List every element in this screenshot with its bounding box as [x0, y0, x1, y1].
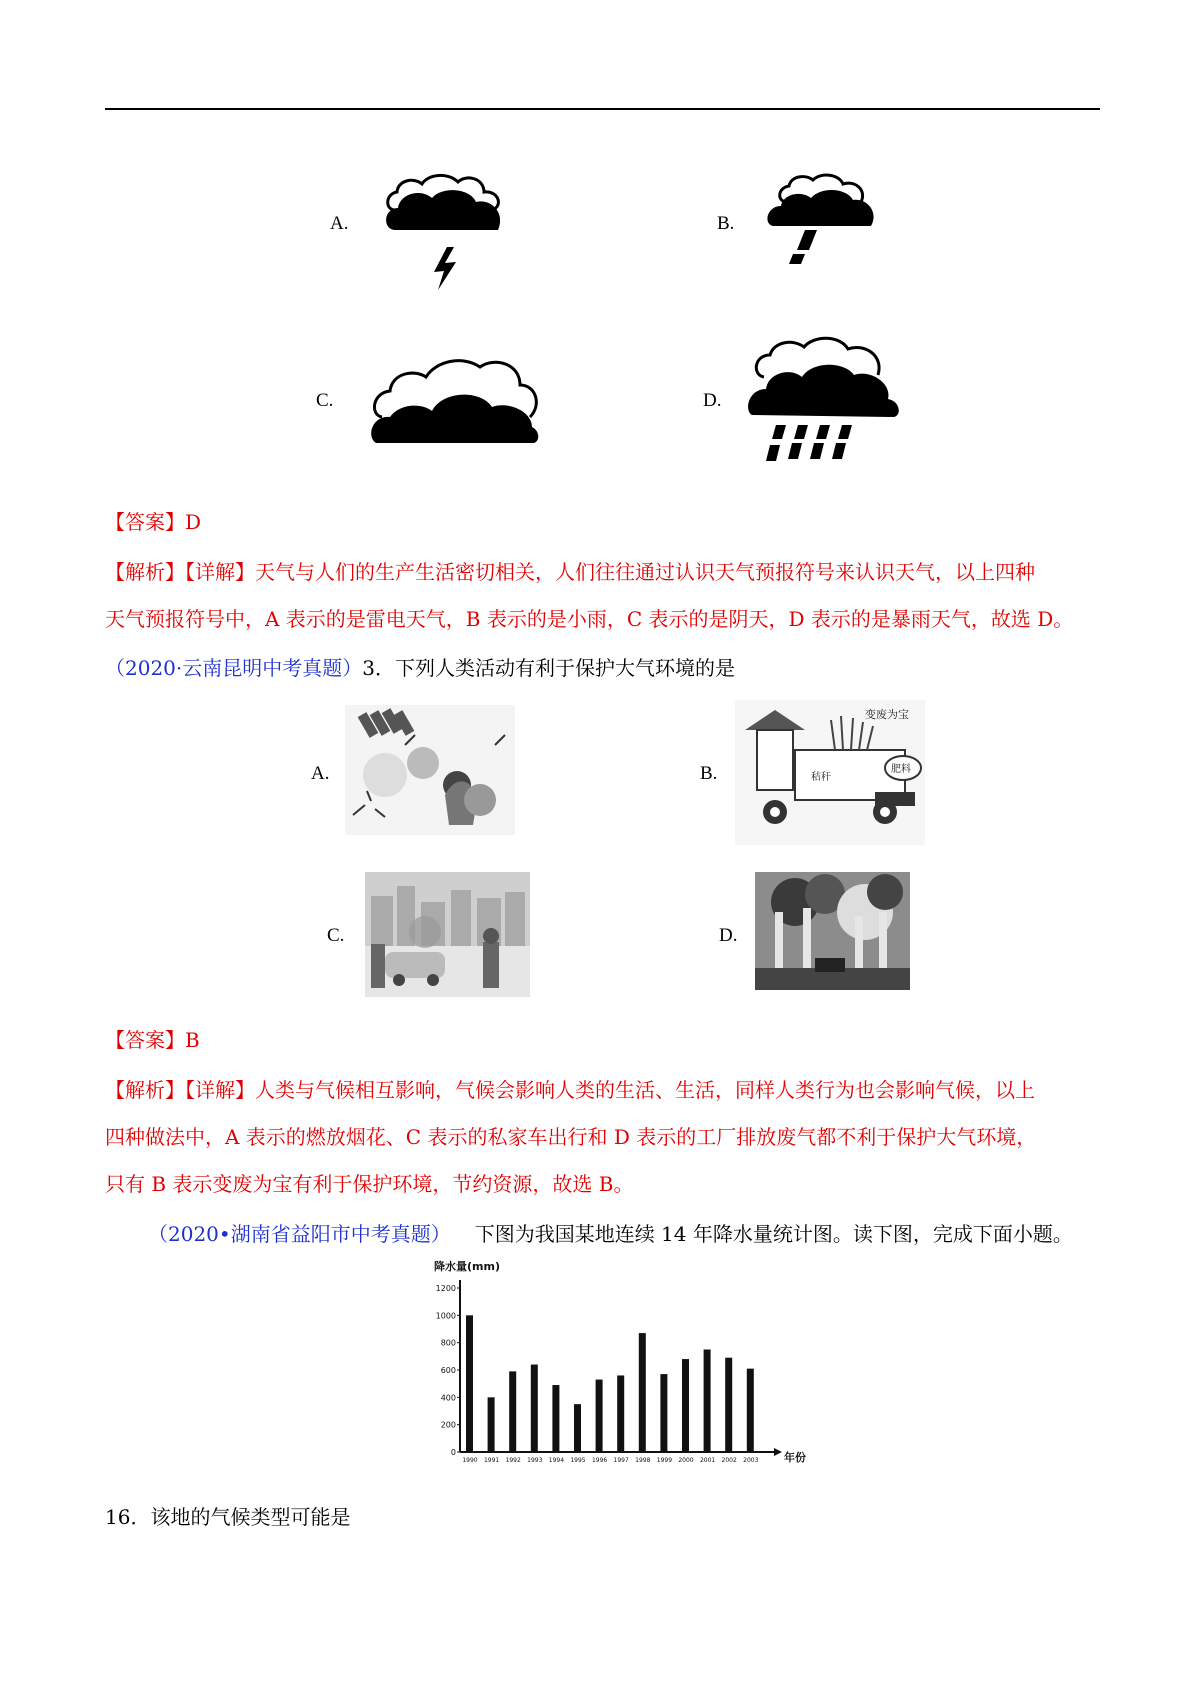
- bar-1990: [466, 1315, 473, 1452]
- light-rain-icon: [765, 172, 885, 282]
- option-b-label: B.: [717, 213, 735, 234]
- analysis-q3-line-1: 【解析】【详解】人类与气候相互影响，气候会影响人类的生活、生活，同样人类行为也会影响气候，以上: [105, 1078, 1035, 1102]
- traffic-smog-illustration: [365, 872, 530, 997]
- x-tick-label: 1994: [548, 1457, 565, 1464]
- answer-weather: 【答案】D: [105, 510, 202, 534]
- y-tick-label: 1000: [435, 1311, 456, 1321]
- factory-smoke-photo: [755, 872, 910, 990]
- fireworks-illustration: [345, 705, 515, 835]
- analysis-q3-line-2: 四种做法中，A 表示的燃放烟花、C 表示的私家车出行和 D 表示的工厂排放废气都不利于保护大气环境，: [105, 1125, 1037, 1149]
- answer-q3: 【答案】B: [105, 1028, 200, 1052]
- overcast-icon: [370, 345, 545, 445]
- q3-heading: [105, 656, 735, 680]
- y-tick-label: 600: [440, 1366, 456, 1375]
- analysis-weather-line-2: 天气预报符号中，A 表示的是雷电天气，B 表示的是小雨，C 表示的是阴天，D 表示的是暴雨天气，故选 D。: [105, 607, 1074, 631]
- x-tick-label: 2000: [678, 1457, 694, 1464]
- x-tick-label: 1990: [462, 1457, 478, 1464]
- x-tick-label: 1992: [505, 1457, 521, 1464]
- straw-recycling-truck-illustration: [735, 700, 925, 845]
- bar-2002: [725, 1358, 732, 1452]
- x-tick-label: 1996: [591, 1457, 608, 1464]
- bar-1997: [617, 1375, 624, 1452]
- q3-source: （2020·云南昆明中考真题）: [105, 656, 363, 680]
- bar-1998: [639, 1333, 646, 1452]
- bar-1994: [552, 1385, 559, 1452]
- bar-1991: [488, 1397, 495, 1452]
- x-tick-label: 1997: [613, 1457, 629, 1464]
- heavy-rain-icon: [748, 335, 908, 475]
- bar-1999: [660, 1374, 667, 1452]
- b-picture-fertilizer-label: 肥料: [891, 764, 911, 775]
- y-tick-label: 0: [450, 1448, 456, 1457]
- q16-intro: 下图为我国某地连续 14 年降水量统计图。读下图，完成下面小题。: [474, 1222, 1073, 1246]
- q16-stem: 16．该地的气候类型可能是: [105, 1505, 351, 1529]
- y-tick-label: 1200: [435, 1284, 456, 1293]
- option-d-label: D.: [703, 390, 722, 411]
- option-a-label: A.: [330, 213, 349, 234]
- chart-xlabel: 年份: [784, 1451, 806, 1464]
- bar-2000: [682, 1359, 689, 1452]
- q3-option-a-label: A.: [311, 763, 330, 784]
- bar-1992: [509, 1371, 516, 1452]
- q3-option-b-label: B.: [700, 763, 718, 784]
- bar-2003: [747, 1369, 754, 1452]
- thunderstorm-icon: [380, 172, 520, 292]
- b-picture-straw-label: 秸秆: [811, 772, 831, 783]
- x-tick-label: 1998: [635, 1457, 651, 1464]
- bar-1995: [574, 1404, 581, 1452]
- b-picture-caption: 变废为宝: [865, 708, 909, 721]
- x-tick-label: 1993: [527, 1457, 543, 1464]
- x-tick-label: 2001: [699, 1457, 716, 1464]
- y-tick-label: 200: [440, 1420, 456, 1430]
- x-tick-label: 1995: [570, 1457, 586, 1464]
- x-axis-arrow: [774, 1448, 782, 1456]
- x-tick-label: 1991: [483, 1457, 500, 1464]
- q16-source: （2020•湖南省益阳市中考真题）: [148, 1222, 451, 1246]
- y-tick-label: 800: [440, 1338, 456, 1348]
- q16-heading: [148, 1222, 1073, 1246]
- q3-option-c-label: C.: [327, 925, 345, 946]
- y-tick-label: 400: [440, 1393, 456, 1403]
- analysis-q3-line-3: 只有 B 表示变废为宝有利于保护环境，节约资源，故选 B。: [105, 1172, 634, 1196]
- bar-2001: [704, 1350, 711, 1453]
- chart-ylabel: 降水量(mm): [434, 1260, 500, 1273]
- precipitation-bar-chart: [428, 1258, 808, 1473]
- option-c-label: C.: [316, 390, 334, 411]
- analysis-weather-line-1: 【解析】【详解】天气与人们的生产生活密切相关，人们往往通过认识天气预报符号来认识天气，以上四种: [105, 560, 1035, 584]
- header-rule: [105, 108, 1100, 110]
- bar-1993: [531, 1365, 538, 1452]
- x-tick-label: 1999: [656, 1457, 673, 1464]
- bar-1996: [596, 1380, 603, 1452]
- q3-stem: 3．下列人类活动有利于保护大气环境的是: [362, 656, 735, 680]
- x-tick-label: 2003: [743, 1457, 759, 1464]
- x-tick-label: 2002: [721, 1457, 737, 1464]
- q3-option-d-label: D.: [719, 925, 738, 946]
